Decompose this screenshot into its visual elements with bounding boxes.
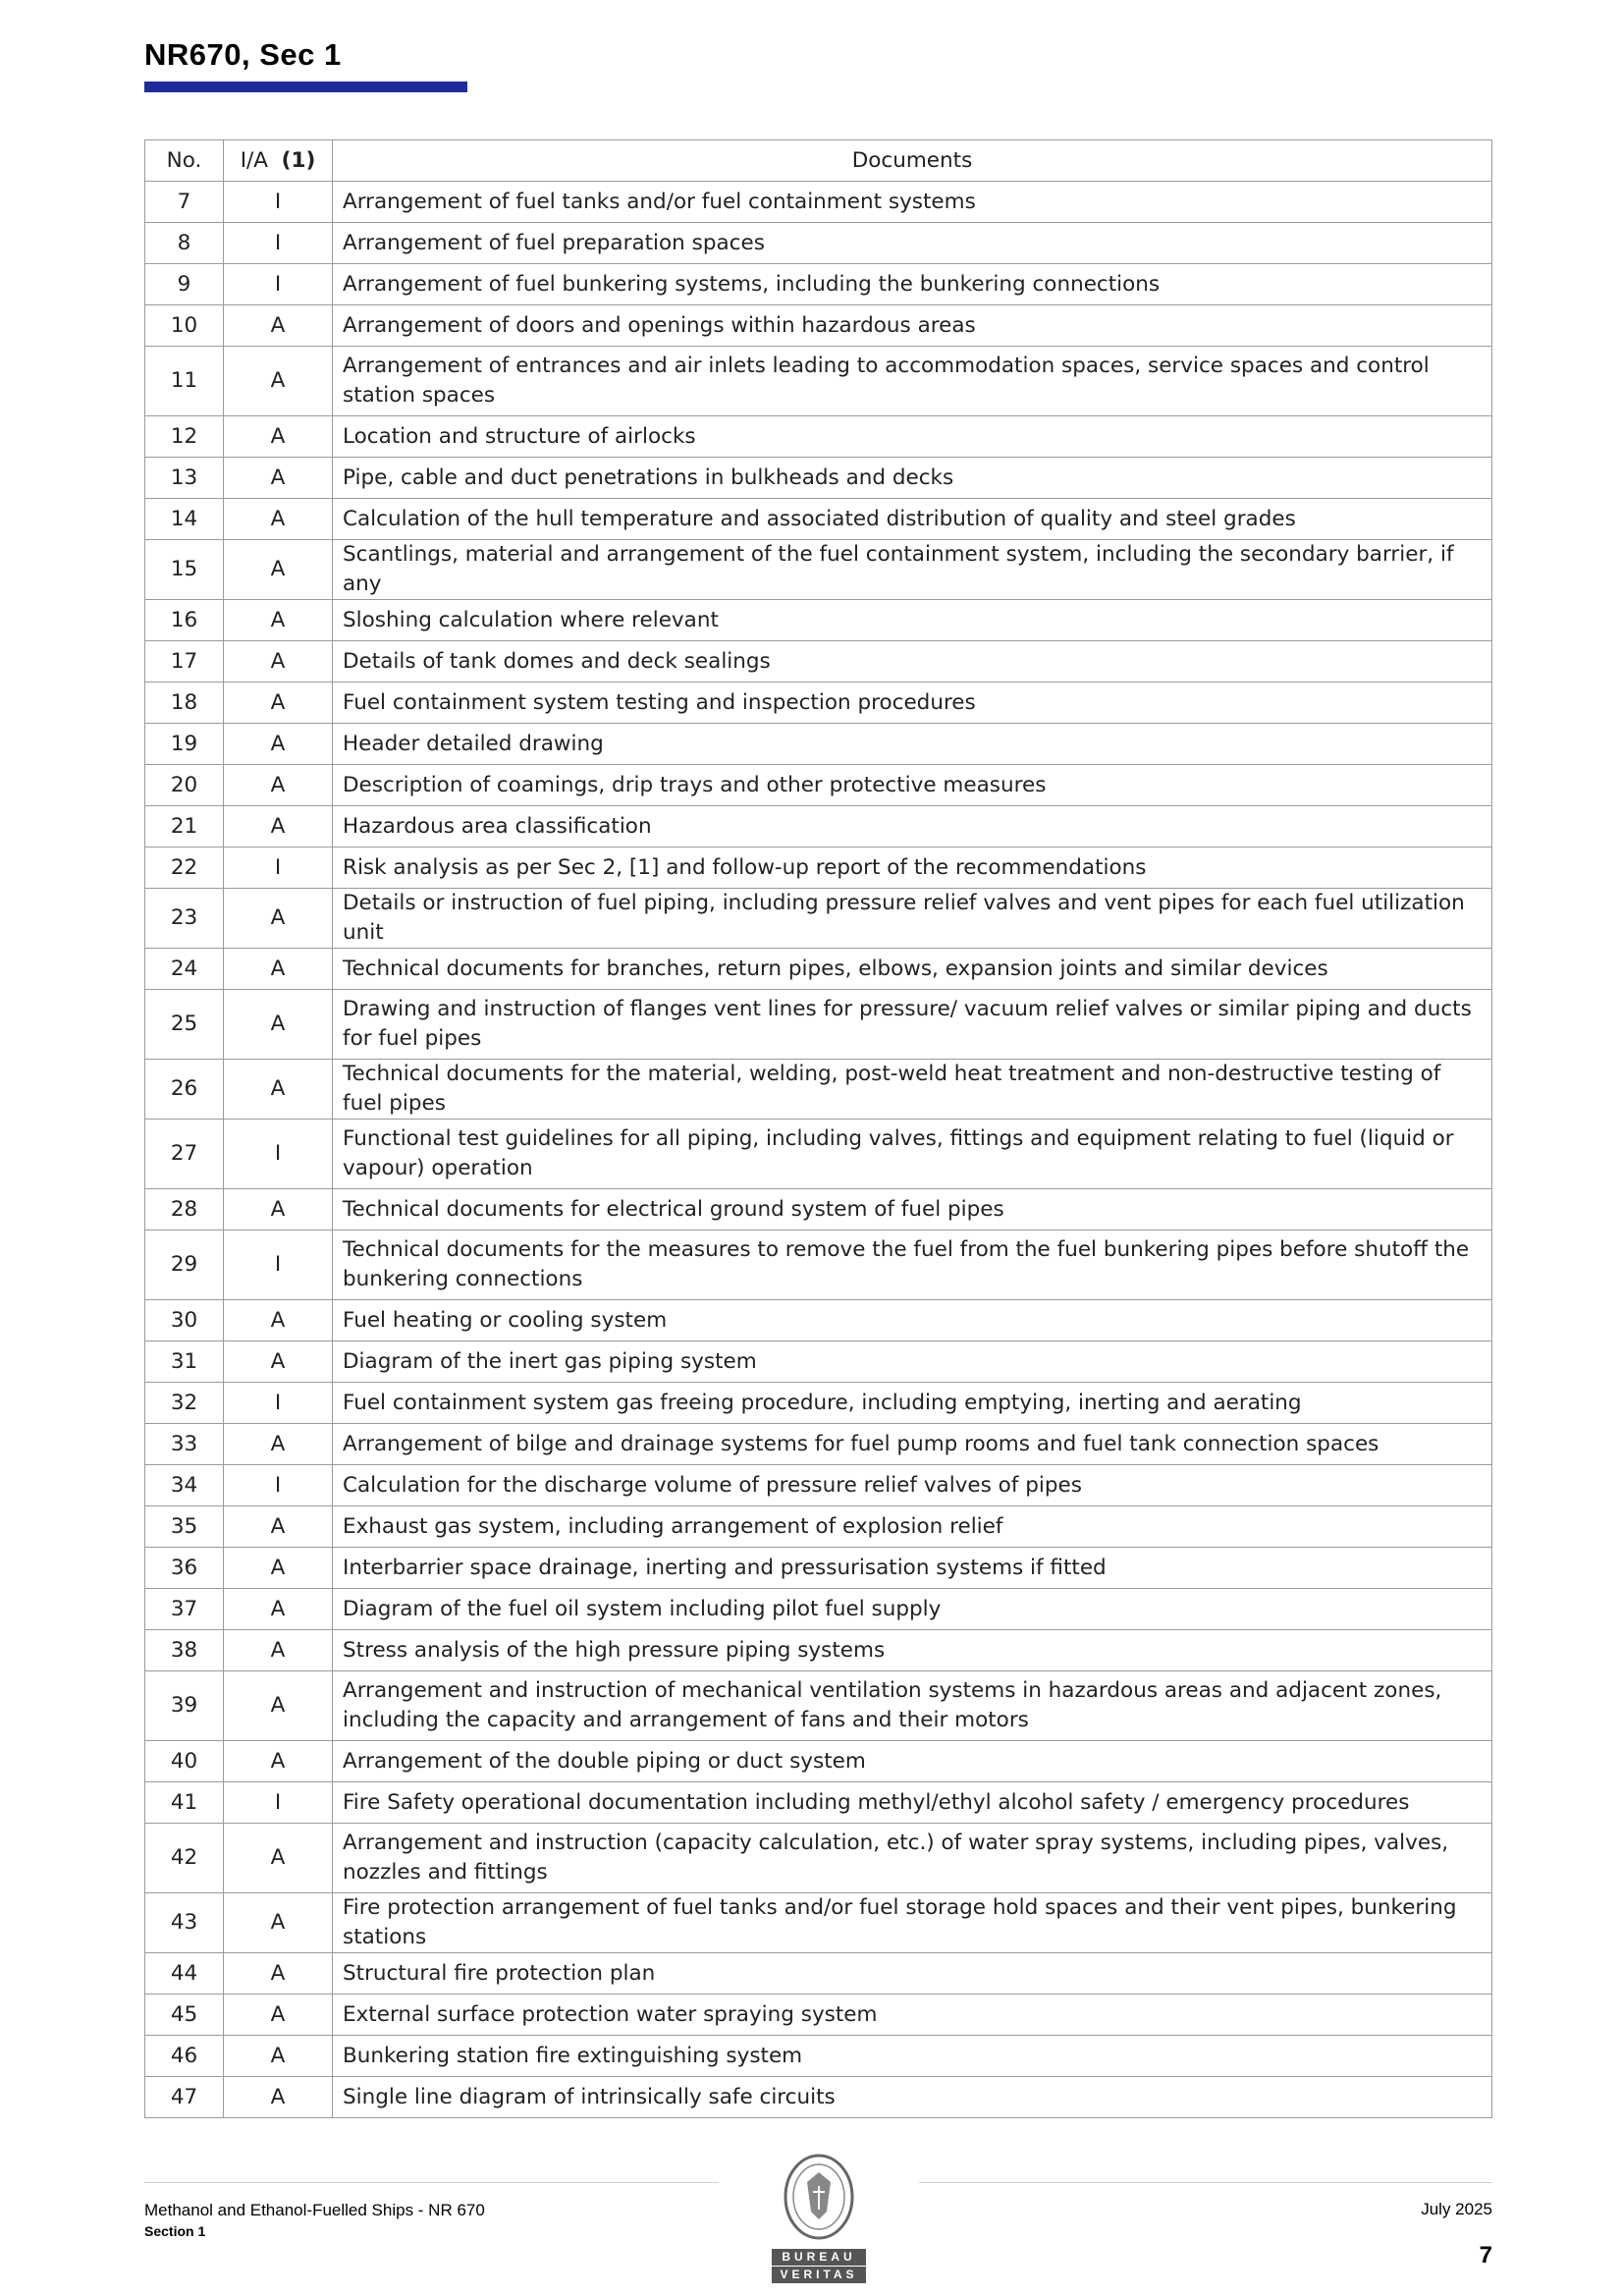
footer-divider-left — [144, 2182, 719, 2183]
row-document: Single line diagram of intrinsically safe circuits — [333, 2077, 1492, 2118]
row-document: Fuel heating or cooling system — [333, 1300, 1492, 1341]
row-number: 23 — [145, 889, 224, 949]
table-row — [145, 1824, 1492, 1893]
row-number: 29 — [145, 1230, 224, 1300]
table-row — [145, 182, 1492, 223]
row-document: Arrangement of fuel tanks and/or fuel containment systems — [333, 182, 1492, 223]
row-ia: A — [224, 540, 333, 600]
row-ia: I — [224, 1383, 333, 1424]
row-document: Bunkering station fire extinguishing system — [333, 2036, 1492, 2077]
row-number: 10 — [145, 305, 224, 347]
row-number: 9 — [145, 264, 224, 305]
row-number: 18 — [145, 683, 224, 724]
row-ia: A — [224, 1424, 333, 1465]
table-row — [145, 1995, 1492, 2036]
row-number: 43 — [145, 1893, 224, 1953]
row-ia: A — [224, 1741, 333, 1782]
footer-document-title: Methanol and Ethanol-Fuelled Ships - NR 670 — [144, 2201, 485, 2219]
row-ia: A — [224, 1300, 333, 1341]
row-document: Technical documents for branches, return pipes, elbows, expansion joints and similar devices — [333, 949, 1492, 990]
row-number: 44 — [145, 1953, 224, 1995]
table-row — [145, 765, 1492, 806]
table-row — [145, 1589, 1492, 1630]
row-document: Arrangement of doors and openings within hazardous areas — [333, 305, 1492, 347]
row-number: 28 — [145, 1189, 224, 1230]
row-number: 38 — [145, 1630, 224, 1671]
table-row — [145, 1189, 1492, 1230]
table-row — [145, 305, 1492, 347]
header-no: No. — [145, 140, 224, 182]
row-document: Details of tank domes and deck sealings — [333, 641, 1492, 683]
row-number: 21 — [145, 806, 224, 847]
table-row — [145, 1630, 1492, 1671]
table-row — [145, 1060, 1492, 1120]
row-ia: A — [224, 1824, 333, 1893]
row-number: 17 — [145, 641, 224, 683]
row-document: Stress analysis of the high pressure piping systems — [333, 1630, 1492, 1671]
table-row — [145, 1893, 1492, 1953]
row-document: Diagram of the fuel oil system including pilot fuel supply — [333, 1589, 1492, 1630]
row-document: Drawing and instruction of flanges vent lines for pressure/ vacuum relief valves or similar piping and ducts for fuel pipes — [333, 990, 1492, 1060]
row-document: Structural fire protection plan — [333, 1953, 1492, 1995]
row-document: Scantlings, material and arrangement of the fuel containment system, including the secondary barrier, if any — [333, 540, 1492, 600]
table-row — [145, 2036, 1492, 2077]
row-ia: A — [224, 347, 333, 416]
table-row — [145, 1230, 1492, 1300]
table-body — [145, 182, 1492, 2118]
row-ia: A — [224, 305, 333, 347]
row-number: 7 — [145, 182, 224, 223]
row-number: 36 — [145, 1548, 224, 1589]
row-document: Exhaust gas system, including arrangement of explosion relief — [333, 1506, 1492, 1548]
table-row — [145, 458, 1492, 499]
table-row — [145, 1782, 1492, 1824]
table-row — [145, 641, 1492, 683]
row-document: Arrangement and instruction of mechanical ventilation systems in hazardous areas and adjacent zones, including the capacity and arrangement of fans and their motors — [333, 1671, 1492, 1741]
row-number: 41 — [145, 1782, 224, 1824]
table-header-row — [145, 140, 1492, 182]
row-number: 46 — [145, 2036, 224, 2077]
table-row — [145, 2077, 1492, 2118]
row-ia: A — [224, 1189, 333, 1230]
row-ia: A — [224, 458, 333, 499]
footer-section: Section 1 — [144, 2223, 206, 2239]
row-document: Pipe, cable and duct penetrations in bulkheads and decks — [333, 458, 1492, 499]
row-ia: A — [224, 1953, 333, 1995]
row-number: 24 — [145, 949, 224, 990]
row-number: 11 — [145, 347, 224, 416]
row-document: Calculation for the discharge volume of pressure relief valves of pipes — [333, 1465, 1492, 1506]
row-document: Arrangement and instruction (capacity calculation, etc.) of water spray systems, including pipes, valves, nozzles and fittings — [333, 1824, 1492, 1893]
row-number: 26 — [145, 1060, 224, 1120]
logo-text-veritas: VERITAS — [772, 2267, 866, 2283]
row-ia: I — [224, 1782, 333, 1824]
row-document: Technical documents for the measures to remove the fuel from the fuel bunkering pipes before shutoff the bunkering connections — [333, 1230, 1492, 1300]
row-document: Technical documents for electrical ground system of fuel pipes — [333, 1189, 1492, 1230]
row-ia: A — [224, 889, 333, 949]
table-row — [145, 1548, 1492, 1589]
row-document: Details or instruction of fuel piping, including pressure relief valves and vent pipes for each fuel utilization unit — [333, 889, 1492, 949]
row-document: Hazardous area classification — [333, 806, 1492, 847]
row-ia: I — [224, 1230, 333, 1300]
row-ia: A — [224, 806, 333, 847]
table-row — [145, 1506, 1492, 1548]
row-ia: A — [224, 990, 333, 1060]
logo-text-bureau: BUREAU — [772, 2249, 866, 2266]
table-row — [145, 416, 1492, 458]
row-ia: I — [224, 223, 333, 264]
table-row — [145, 949, 1492, 990]
row-number: 14 — [145, 499, 224, 540]
row-document: Calculation of the hull temperature and associated distribution of quality and steel grades — [333, 499, 1492, 540]
row-document: Risk analysis as per Sec 2, [1] and follow-up report of the recommendations — [333, 847, 1492, 889]
table-row — [145, 1341, 1492, 1383]
row-ia: A — [224, 2077, 333, 2118]
row-number: 22 — [145, 847, 224, 889]
row-document: Arrangement of entrances and air inlets leading to accommodation spaces, service spaces and control station spaces — [333, 347, 1492, 416]
table-row — [145, 264, 1492, 305]
row-document: Fire Safety operational documentation including methyl/ethyl alcohol safety / emergency procedures — [333, 1782, 1492, 1824]
row-number: 20 — [145, 765, 224, 806]
table-row — [145, 600, 1492, 641]
table-row — [145, 1300, 1492, 1341]
table-row — [145, 223, 1492, 264]
row-ia: A — [224, 2036, 333, 2077]
documents-table — [144, 139, 1492, 2118]
row-document: Location and structure of airlocks — [333, 416, 1492, 458]
page-number: 7 — [1479, 2242, 1492, 2269]
table-row — [145, 1120, 1492, 1189]
row-ia: I — [224, 847, 333, 889]
row-ia: A — [224, 499, 333, 540]
row-number: 12 — [145, 416, 224, 458]
row-document: Arrangement of the double piping or duct system — [333, 1741, 1492, 1782]
row-ia: I — [224, 182, 333, 223]
row-ia: A — [224, 683, 333, 724]
table-row — [145, 889, 1492, 949]
row-ia: A — [224, 1671, 333, 1741]
table-row — [145, 499, 1492, 540]
row-ia: A — [224, 949, 333, 990]
row-ia: A — [224, 1893, 333, 1953]
table-row — [145, 990, 1492, 1060]
row-document: Fuel containment system testing and inspection procedures — [333, 683, 1492, 724]
row-number: 45 — [145, 1995, 224, 2036]
row-document: Arrangement of fuel preparation spaces — [333, 223, 1492, 264]
row-number: 40 — [145, 1741, 224, 1782]
row-ia: A — [224, 765, 333, 806]
table-row — [145, 683, 1492, 724]
row-document: Header detailed drawing — [333, 724, 1492, 765]
row-document: Description of coamings, drip trays and other protective measures — [333, 765, 1492, 806]
table-row — [145, 1953, 1492, 1995]
table-row — [145, 806, 1492, 847]
row-document: Arrangement of fuel bunkering systems, including the bunkering connections — [333, 264, 1492, 305]
row-number: 16 — [145, 600, 224, 641]
footer-date: July 2025 — [1421, 2200, 1492, 2218]
row-number: 35 — [145, 1506, 224, 1548]
row-document: Interbarrier space drainage, inerting and pressurisation systems if fitted — [333, 1548, 1492, 1589]
row-ia: A — [224, 724, 333, 765]
row-ia: A — [224, 1548, 333, 1589]
row-ia: A — [224, 1341, 333, 1383]
header-ia-footnote: (1) — [281, 147, 316, 173]
footer-divider-right — [919, 2182, 1492, 2183]
table-row — [145, 1424, 1492, 1465]
row-document: Fire protection arrangement of fuel tanks and/or fuel storage hold spaces and their vent pipes, bunkering stations — [333, 1893, 1492, 1953]
header-accent-bar — [144, 82, 467, 92]
row-number: 27 — [145, 1120, 224, 1189]
header-ia-label: I/A — [240, 147, 268, 173]
table-row — [145, 1671, 1492, 1741]
row-number: 33 — [145, 1424, 224, 1465]
row-number: 15 — [145, 540, 224, 600]
row-ia: I — [224, 264, 333, 305]
table-row — [145, 1741, 1492, 1782]
table-row — [145, 724, 1492, 765]
row-document: Technical documents for the material, welding, post-weld heat treatment and non-destructive testing of fuel pipes — [333, 1060, 1492, 1120]
row-ia: A — [224, 600, 333, 641]
row-ia: A — [224, 1995, 333, 2036]
row-ia: A — [224, 1589, 333, 1630]
row-document: Functional test guidelines for all piping, including valves, fittings and equipment relating to fuel (liquid or vapour) operation — [333, 1120, 1492, 1189]
table-row — [145, 347, 1492, 416]
table-row — [145, 1383, 1492, 1424]
row-number: 13 — [145, 458, 224, 499]
row-ia: A — [224, 416, 333, 458]
row-document: Arrangement of bilge and drainage systems for fuel pump rooms and fuel tank connection spaces — [333, 1424, 1492, 1465]
row-number: 19 — [145, 724, 224, 765]
row-number: 37 — [145, 1589, 224, 1630]
row-number: 31 — [145, 1341, 224, 1383]
row-number: 32 — [145, 1383, 224, 1424]
footer-left — [144, 2200, 485, 2241]
row-number: 30 — [145, 1300, 224, 1341]
header-ia — [224, 140, 333, 182]
row-number: 42 — [145, 1824, 224, 1893]
page-header-title: NR670, Sec 1 — [144, 37, 342, 72]
table-row — [145, 540, 1492, 600]
row-number: 25 — [145, 990, 224, 1060]
table-row — [145, 1465, 1492, 1506]
row-number: 8 — [145, 223, 224, 264]
row-ia: A — [224, 1630, 333, 1671]
row-number: 47 — [145, 2077, 224, 2118]
row-number: 39 — [145, 1671, 224, 1741]
row-number: 34 — [145, 1465, 224, 1506]
row-document: Sloshing calculation where relevant — [333, 600, 1492, 641]
row-document: Fuel containment system gas freeing procedure, including emptying, inerting and aerating — [333, 1383, 1492, 1424]
table-row — [145, 847, 1492, 889]
row-ia: A — [224, 1506, 333, 1548]
row-ia: I — [224, 1120, 333, 1189]
row-document: External surface protection water spraying system — [333, 1995, 1492, 2036]
row-ia: I — [224, 1465, 333, 1506]
row-document: Diagram of the inert gas piping system — [333, 1341, 1492, 1383]
row-ia: A — [224, 1060, 333, 1120]
header-documents: Documents — [333, 140, 1492, 182]
row-ia: A — [224, 641, 333, 683]
